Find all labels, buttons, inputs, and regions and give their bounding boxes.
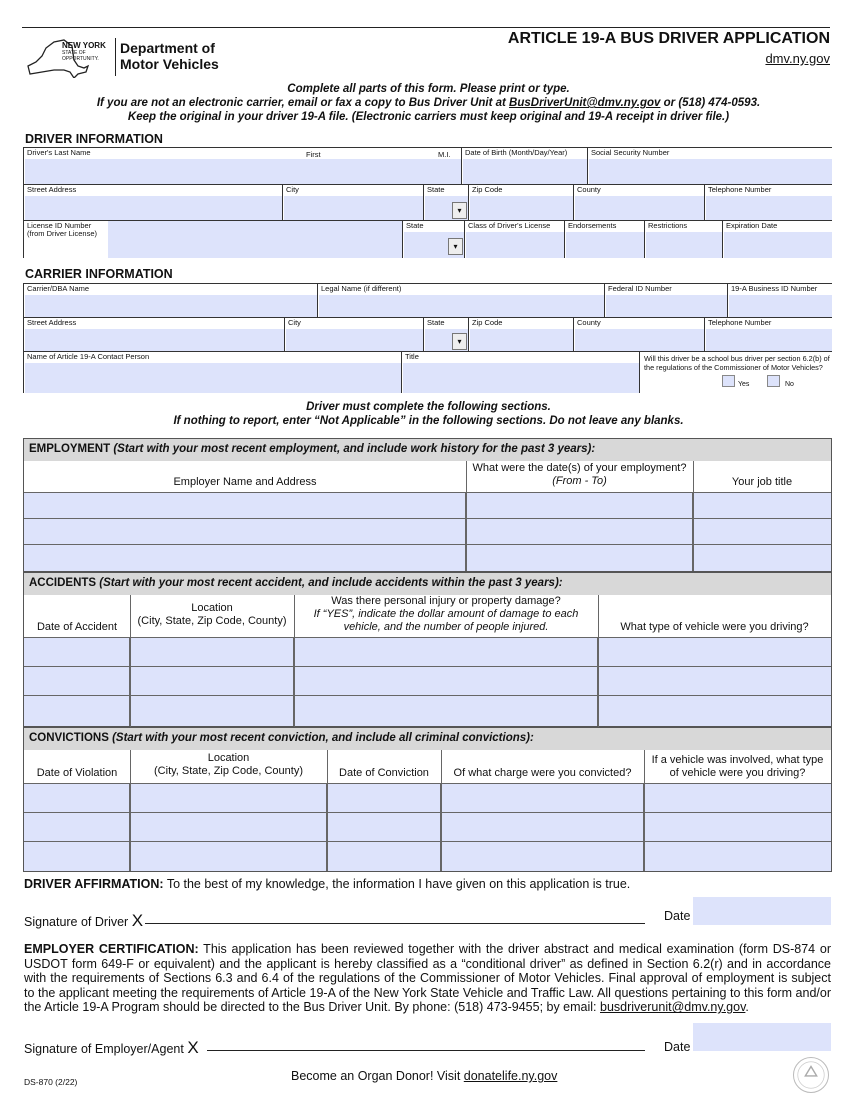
carrier-state-select[interactable]: State ▾ xyxy=(423,317,468,351)
school-bus-label: Will this driver be a school bus driver per section 6.2(b) of the regulations of the Commissioner of Motor Vehicles? xyxy=(644,354,830,373)
form-number: DS-870 (2/22) xyxy=(24,1077,78,1087)
chevron-down-icon[interactable]: ▾ xyxy=(452,333,467,350)
employer-date-label: Date xyxy=(664,1040,691,1054)
conviction-row-3-violation[interactable] xyxy=(24,842,130,871)
recycle-seal xyxy=(793,1057,829,1093)
conviction-row-1-date[interactable] xyxy=(328,784,441,813)
driver-date-field[interactable] xyxy=(693,897,831,925)
ny-logo-line2: STATE OF xyxy=(62,50,86,56)
restrictions-field[interactable]: Restrictions xyxy=(644,220,722,258)
carrier-city-field[interactable]: City xyxy=(284,317,423,351)
conviction-row-1-charge[interactable] xyxy=(442,784,644,813)
conviction-vehicle-col: If a vehicle was involved, what type of vehicle were you driving? xyxy=(651,754,824,779)
employment-row-2-employer[interactable] xyxy=(24,519,466,545)
driver-date-label: Date xyxy=(664,909,691,923)
driver-street-field[interactable]: Street Address xyxy=(23,184,282,220)
employment-row-2-title[interactable] xyxy=(694,519,831,545)
header-rule xyxy=(22,27,830,28)
accident-row-3-vehicle[interactable] xyxy=(599,696,831,726)
busdriver-email-link-2[interactable]: busdriverunit@dmv.ny.gov xyxy=(600,1000,746,1015)
conviction-row-1-location[interactable] xyxy=(131,784,327,813)
organ-donor-text: Become an Organ Donor! Visit donatelife.ny.gov xyxy=(291,1069,558,1083)
driver-affirmation: DRIVER AFFIRMATION: To the best of my knowledge, the information I have given on this application is true. xyxy=(24,877,631,891)
mid-instruction-2: If nothing to report, enter “Not Applicable” in the following sections. Do not leave any blanks. xyxy=(173,415,684,427)
dmv-name-line1: Department of xyxy=(120,40,215,56)
form-title: ARTICLE 19-A BUS DRIVER APPLICATION xyxy=(507,30,830,47)
employment-row-1-employer[interactable] xyxy=(24,493,466,519)
employment-dates-col: What were the date(s) of your employment? (From - To) xyxy=(472,462,687,487)
accident-row-3-date[interactable] xyxy=(24,696,130,726)
no-checkbox[interactable] xyxy=(767,375,780,387)
dmv-link[interactable]: dmv.ny.gov xyxy=(765,51,830,66)
employer-signature-label: Signature of Employer/Agent X xyxy=(24,1038,199,1057)
accident-row-2-location[interactable] xyxy=(131,667,294,696)
employer-certification: EMPLOYER CERTIFICATION: This application has been reviewed together with the driver abstract and medical examination (form DS-874 or USDOT form 649-F or equivalent) and the applicant is hereby classified as a “conditional driver” as defined in Section 6.2(r) and in accordance with the requirements of Sections 6.3 and 6.4 of the regulations of the Commissioner of Motor Vehicles. Final approval of employment is subject to the applicant meeting the requirements of Article 19-A of the New York State Vehicle and Traffic Law. All questions pertaining to this form and/or the Article 19-A Program should be directed to the Bus Driver Unit. By phone: (518) 473-9455; by email: busdriverunit@dmv.ny.gov. xyxy=(24,942,831,1015)
employer-date-field[interactable] xyxy=(693,1023,831,1051)
driver-last-name-field[interactable]: Driver's Last Name First M.I. xyxy=(23,147,461,184)
instruction-line-1: Complete all parts of this form. Please print or type. xyxy=(287,83,570,95)
conviction-row-3-date[interactable] xyxy=(328,842,441,871)
accident-location-col: Location (City, State, Zip Code, County) xyxy=(137,601,287,627)
endorsements-field[interactable]: Endorsements xyxy=(564,220,644,258)
conviction-row-2-vehicle[interactable] xyxy=(645,813,831,842)
employment-row-3-employer[interactable] xyxy=(24,545,466,571)
contact-title-field[interactable]: Title xyxy=(401,351,639,393)
employment-table xyxy=(23,438,832,572)
ssn-field[interactable]: Social Security Number xyxy=(587,147,832,184)
accidents-table xyxy=(23,572,832,727)
conviction-row-1-vehicle[interactable] xyxy=(645,784,831,813)
conviction-row-1-violation[interactable] xyxy=(24,784,130,813)
ny-logo-line1: NEW YORK xyxy=(62,41,106,50)
carrier-zip-field[interactable]: Zip Code xyxy=(468,317,573,351)
accident-row-3-location[interactable] xyxy=(131,696,294,726)
employer-signature-line[interactable] xyxy=(207,1050,645,1051)
job-title-col: Your job title xyxy=(731,476,793,488)
accident-row-1-date[interactable] xyxy=(24,638,130,667)
conviction-location-col: Location (City, State, Zip Code, County) xyxy=(154,752,303,777)
accidents-header: ACCIDENTS (Start with your most recent accident, and include accidents within the past 3 years): xyxy=(24,573,831,595)
chevron-down-icon[interactable]: ▾ xyxy=(452,202,467,219)
carrier-dba-field[interactable]: Carrier/DBA Name xyxy=(23,283,317,317)
accident-row-3-damage[interactable] xyxy=(295,696,598,726)
conviction-row-2-date[interactable] xyxy=(328,813,441,842)
carrier-phone-field[interactable]: Telephone Number xyxy=(704,317,832,351)
license-class-field[interactable]: Class of Driver's License xyxy=(464,220,564,258)
employment-row-2-dates[interactable] xyxy=(467,519,693,545)
dob-field[interactable]: Date of Birth (Month/Day/Year) xyxy=(461,147,587,184)
yes-checkbox[interactable] xyxy=(722,375,735,387)
driver-county-field[interactable]: County xyxy=(573,184,704,220)
accident-row-1-vehicle[interactable] xyxy=(599,638,831,667)
employer-name-col: Employer Name and Address xyxy=(173,476,317,488)
mid-instruction-1: Driver must complete the following sections. xyxy=(306,401,551,413)
injury-damage-col: Was there personal injury or property damage? If “YES”, indicate the dollar amount of damage to each vehicle, and the number of people injured. xyxy=(313,595,579,633)
dmv-name xyxy=(120,40,240,72)
instruction-line-3: Keep the original in your driver 19-A file. (Electronic carriers must keep original and 19-A receipt in driver file.) xyxy=(127,111,730,123)
carrier-county-field[interactable]: County xyxy=(573,317,704,351)
mi-label: M.I. xyxy=(438,150,451,159)
convictions-header: CONVICTIONS (Start with your most recent conviction, and include all criminal convictions): xyxy=(24,728,831,750)
employment-row-1-title[interactable] xyxy=(694,493,831,519)
employment-row-3-title[interactable] xyxy=(694,545,831,571)
donatelife-link[interactable]: donatelife.ny.gov xyxy=(463,1069,558,1083)
dmv-name-line2: Motor Vehicles xyxy=(120,56,219,72)
charge-col: Of what charge were you convicted? xyxy=(453,767,632,779)
conviction-row-2-violation[interactable] xyxy=(24,813,130,842)
expiration-field[interactable]: Expiration Date xyxy=(722,220,832,258)
violation-date-col: Date of Violation xyxy=(36,767,118,779)
conviction-row-3-charge[interactable] xyxy=(442,842,644,871)
conviction-row-3-vehicle[interactable] xyxy=(645,842,831,871)
yes-label: Yes xyxy=(738,381,750,388)
nys-dmv-logo xyxy=(24,32,234,78)
driver-zip-field[interactable]: Zip Code xyxy=(468,184,573,220)
accident-row-1-location[interactable] xyxy=(131,638,294,667)
accident-date-col: Date of Accident xyxy=(36,621,118,633)
first-name-label: First xyxy=(306,150,321,159)
instruction-line-2: If you are not an electronic carrier, email or fax a copy to Bus Driver Unit at BusDriverUnit@dmv.ny.gov or (518) 474-0593. xyxy=(96,97,761,109)
employment-row-1-dates[interactable] xyxy=(467,493,693,519)
carrier-info-title: CARRIER INFORMATION xyxy=(25,267,173,281)
driver-state-select[interactable]: State ▾ xyxy=(423,184,468,220)
ny-logo-text xyxy=(62,42,106,62)
legal-name-field[interactable]: Legal Name (if different) xyxy=(317,283,604,317)
busdriver-email-link[interactable]: BusDriverUnit@dmv.ny.gov xyxy=(509,97,661,109)
license-id-field[interactable] xyxy=(23,220,402,258)
accident-row-2-damage[interactable] xyxy=(295,667,598,696)
federal-id-field[interactable]: Federal ID Number xyxy=(604,283,727,317)
carrier-street-field[interactable]: Street Address xyxy=(23,317,284,351)
business-id-field[interactable]: 19-A Business ID Number xyxy=(727,283,832,317)
conviction-date-col: Date of Conviction xyxy=(339,767,429,779)
logo-divider xyxy=(115,38,116,76)
license-state-select[interactable]: State ▾ xyxy=(402,220,464,258)
driver-phone-field[interactable]: Telephone Number xyxy=(704,184,832,220)
recycle-icon xyxy=(794,1058,828,1092)
accident-row-2-date[interactable] xyxy=(24,667,130,696)
accident-row-2-vehicle[interactable] xyxy=(599,667,831,696)
driver-city-field[interactable]: City xyxy=(282,184,423,220)
driver-info-title: DRIVER INFORMATION xyxy=(25,132,163,146)
no-label: No xyxy=(785,381,794,388)
driver-signature-line[interactable] xyxy=(145,923,645,924)
license-id-label: License ID Number (from Driver License) xyxy=(24,221,108,257)
ny-logo-line3: OPPORTUNITY. xyxy=(62,56,99,62)
conviction-row-2-charge[interactable] xyxy=(442,813,644,842)
vehicle-type-col: What type of vehicle were you driving? xyxy=(620,621,809,633)
employment-header: EMPLOYMENT (Start with your most recent employment, and include work history for the past 3 years): xyxy=(24,439,831,461)
convictions-table xyxy=(23,727,832,872)
school-bus-question xyxy=(639,351,832,393)
conviction-row-3-location[interactable] xyxy=(131,842,327,871)
accident-row-1-damage[interactable] xyxy=(295,638,598,667)
contact-person-field[interactable]: Name of Article 19-A Contact Person xyxy=(23,351,401,393)
employment-row-3-dates[interactable] xyxy=(467,545,693,571)
driver-signature-label: Signature of Driver X xyxy=(24,911,144,930)
conviction-row-2-location[interactable] xyxy=(131,813,327,842)
chevron-down-icon[interactable]: ▾ xyxy=(448,238,463,255)
